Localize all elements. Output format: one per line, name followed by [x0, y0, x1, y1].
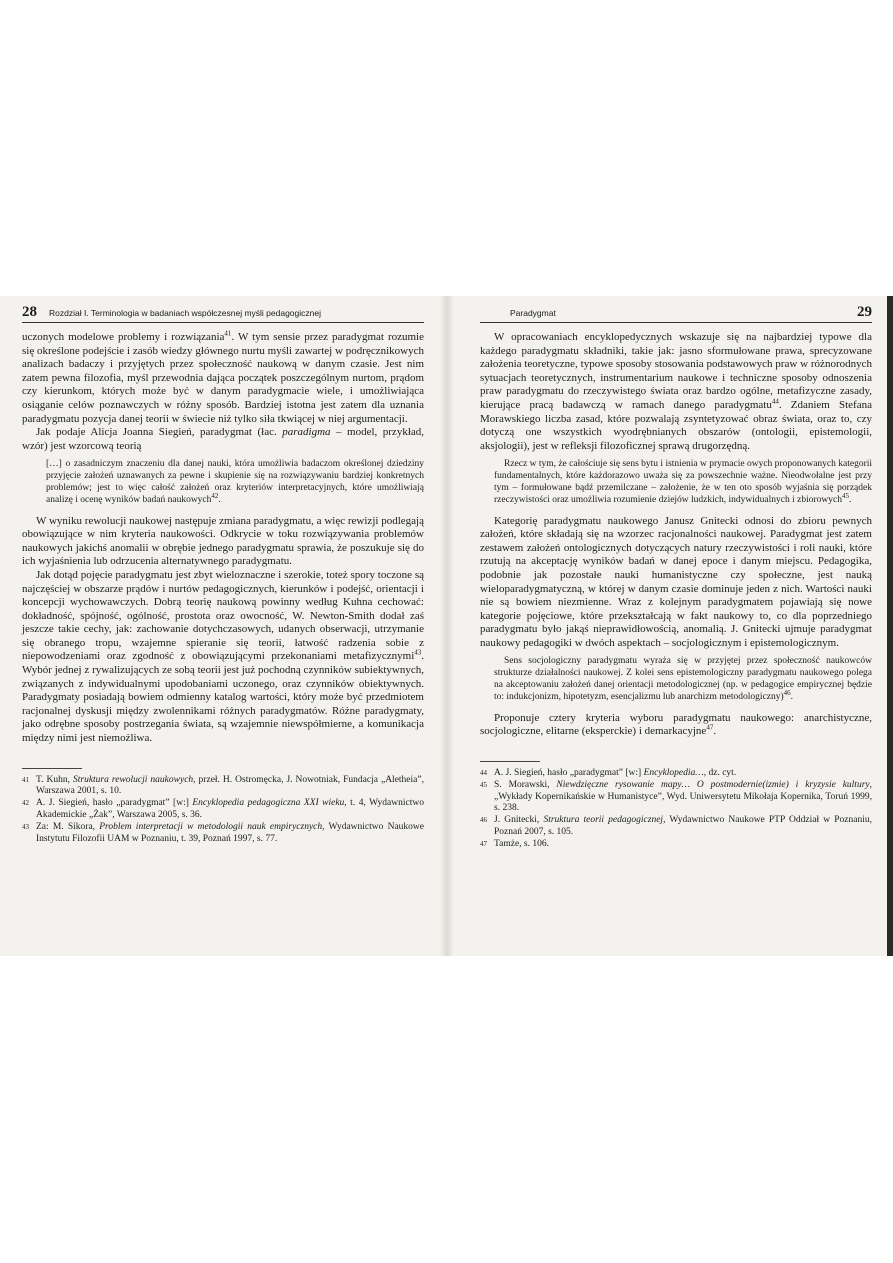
footnote-ref: 42 — [211, 491, 219, 500]
left-page — [22, 304, 424, 846]
block-quote: […] o zasadniczym znaczeniu dla danej nauki, która umożliwia badaczom określonej dziedziny przyjęcie założeń uznawanych za pewne i skupienie się na rozwiązywaniu bardziej konkretnych problemów; jest to więc całość założeń oraz kryteriów interpretacyjnych, które umożliwiają analizę i ocenę wyników badań naukowych$^{42}$. — [46, 459, 424, 505]
footnotes — [480, 768, 872, 851]
footnote-ref: 45 — [841, 491, 849, 500]
footnotes — [22, 775, 424, 845]
footnote-ref: 47 — [706, 723, 714, 732]
paragraph: W opracowaniach encyklopedycznych wskazuje się na najbardziej typowe dla każdego paradygmatu składniki, takie jak: jasno sformułowane prawa, sprecyzowane założenia teoretyczne, typowe sposoby stosowania podstawowych praw w różnorodnych sytuacjach teoretycznych, instrumentarium naukowe i techniczne sposoby odnoszenia praw paradygmatu do rzeczywistego świata oraz bardzo ogólne, metafizyczne zasady, kierujące pracą badawczą w ramach danego paradygmatu$^{44}$. Zdaniem Stefana Morawskiego liczba zasad, które pozwalają zsyntetyzować obraz świata, oraz to, czy dotyczą one wszystkich wyodrębnianych obszarów (ontologii, epistemologii, aksjologii), jest w refleksji filozoficznej sprawą drugorzędną. — [480, 331, 872, 452]
footnote: 42 A. J. Siegień, hasło „paradygmat” [w:] Encyklopedia pedagogiczna XXI wieku, t. 4, Wydawnictwo Akademickie „Żak”, Warszawa 2005, s. 36. — [22, 798, 424, 820]
footnote: 43 Za: M. Sikora, Problem interpretacji w metodologii nauk empirycznych, Wydawnictwo Naukowe Instytutu Filozofii UAM w Poznaniu, t. 39, Poznań 1997, s. 77. — [22, 822, 424, 844]
footnote: 45 S. Morawski, Niewdzięczne rysowanie mapy… O postmodernie(izmie) i kryzysie kultury, „Wykłady Kopernikańskie w Humanistyce”, Wyd. Uniwersytetu Mikołaja Kopernika, Toruń 1999, s. 238. — [480, 780, 872, 814]
page-number: 29 — [857, 304, 872, 320]
running-head: Paradygmat — [510, 308, 556, 318]
paragraph: uczonych modelowe problemy i rozwiązania$^{41}$. W tym sensie przez paradygmat rozumie się określone podejście i zasób wiedzy głównego nurtu myśli zawartej w podręcznikowych analizach badaczy i przyjętych przez społeczność naukową w danym czasie. Jest nim zatem pewna filozofia, myśl przewodnia dająca początek poszczególnym nurtom, prądom czy kierunkom, których może być w danym paradygmacie wiele, i umożliwiająca osiąganie celów poznawczych w różny sposób. Bardziej istotna jest zatem dla uznania paradygmatu pozycja danej teorii w świecie niż tylko siła tkwiącej w niej argumentacji. — [22, 329, 424, 425]
scan-edge — [887, 296, 893, 956]
footnote-ref: 44 — [771, 397, 779, 406]
running-head: Rozdział I. Terminologia w badaniach współczesnej myśli pedagogicznej — [49, 308, 321, 318]
footnote-ref: 46 — [783, 688, 791, 697]
paragraph: Jak dotąd pojęcie paradygmatu jest zbyt wieloznaczne i szerokie, toteż spory toczone są najczęściej w obszarze prądów i nurtów pedagogicznych, kierunków i podejść, orientacji i koncepcji wychowawczych. Dobrą teorię naukową powinny według Kuhna cechować: dokładność, spójność, ogólność, prostota oraz owocność, W. Newton-Smith dodał zaś jeszcze takie cechy, jak: zachowanie dotychczasowych, udanych obserwacji, utrzymanie się obranego tropu, wzajemne spieranie się teorii, łatwość radzenia sobie z niepowodzeniami oraz zgodność z obowiązującymi przekonaniami metafizycznymi$^{43}$. Wybór jednej z rywalizujących ze sobą teorii jest już pochodną czynników subiektywnych, związanych z indywidualnymi upodobaniami uczonego, oraz czynników obiektywnych. Paradygmaty posiadają bowiem odmienny katalog wartości, który może być przedmiotem racjonalnej dyskusji między zwolennikami różnych paradygmatów. Różne paradygmaty, jako odrębne sposoby postrzegania świata, są wzajemnie niewspółmierne, a komunikacja między nimi jest niemożliwa. — [22, 568, 424, 745]
right-page-header — [480, 304, 872, 323]
footnote-ref: 41 — [224, 329, 232, 338]
footnote-ref: 43 — [414, 648, 422, 657]
footnote-separator — [480, 761, 540, 762]
book-gutter — [440, 296, 454, 956]
footnote: 47 Tamże, s. 106. — [480, 839, 550, 850]
block-quote: Rzecz w tym, że całościuje się sens bytu i istnienia w prymacie owych proponowanych kategorii fundamentalnych, które każdorazowo uważa się za powszechnie ważne. Nieodwołalne jest przy tym – formułowane bądź przemilczane – założenie, że w ten oto sposób wyjaśnia się porządek rzeczywistości oraz umożliwia rozumienie dziejów ludzkich, indywidualnych i zbiorowych$^{45}$. — [494, 459, 873, 505]
footnote: 41 T. Kuhn, Struktura rewolucji naukowych, przeł. H. Ostromęcka, J. Nowotniak, Fundacja „Aletheia”, Warszawa 2001, s. 10. — [22, 774, 424, 797]
paragraph: Jak podaje Alicja Joanna Siegień, paradygmat (łac. paradigma – model, przykład, wzór) jest wzorcową teorią — [22, 426, 425, 452]
left-page-header — [22, 304, 424, 323]
block-quote: Sens socjologiczny paradygmatu wyraża się w przyjętej przez społeczność naukowców strukturze działalności naukowej. Z kolei sens epistemologiczny paradygmatu naukowego polega na akceptowaniu założeń danej orientacji metodologicznej (np. w pedagogice empirycznej będzie to: indukcjonizm, hipotetyzm, esencjalizmu lub anarchizm metodologiczny)$^{46}$. — [494, 656, 872, 702]
footnote: 46 J. Gnitecki, Struktura teorii pedagogicznej, Wydawnictwo Naukowe PTP Oddział w Poznaniu, Poznań 2007, s. 105. — [480, 815, 872, 837]
paragraph: Kategorię paradygmatu naukowego Janusz Gnitecki odnosi do zbioru pewnych założeń, które składają się na wzorzec racjonalności naukowej. Paradygmat jest zatem zestawem założeń ontologicznych dotyczących natury rzeczywistości i roli nauki, które rzutują na akceptację wyników badań w danej epoce i danym miejscu. Pedagogika, podobnie jak pozostałe nauki humanistyczne czy społeczne, jest nauką wieloparadygmatyczną, w której w danym czasie dominuje jeden z nich. Wartości nauki nie są bowiem niezmienne. Wraz z kolejnym paradygmatem pojawiają się nowe kategorie pojęciowe, które przekształcają w fakt naukowy to, co dla poprzedniego paradygmatu było jakąś nieprawidłowością, anomalią. J. Gnitecki ujmuje paradygmat naukowy pedagogiki w dwóch aspektach – socjologicznym i epistemologicznym. — [480, 514, 872, 649]
footnote-separator — [22, 768, 82, 769]
right-page — [480, 304, 872, 852]
page-number: 28 — [22, 304, 37, 320]
paragraph: Proponuje cztery kryteria wyboru paradygmatu naukowego: anarchistyczne, socjologiczne, elitarne (eksperckie) i demarkacyjne$^{47}$. — [480, 711, 872, 738]
paragraph: W wyniku rewolucji naukowej następuje zmiana paradygmatu, a więc rewizji podlegają obowiązujące w nim kryteria naukowości. Odkrycie w toku rozwiązywania problemów naukowych jakichś anomalii w obrębie jednego paradygmatu sprawia, że poszukuje się do ich wyjaśnienia lub odrzucenia alternatywnego paradygmatu. — [22, 514, 424, 568]
footnote: 44 A. J. Siegień, hasło „paradygmat” [w:] Encyklopedia…, dz. cyt. — [480, 767, 737, 778]
